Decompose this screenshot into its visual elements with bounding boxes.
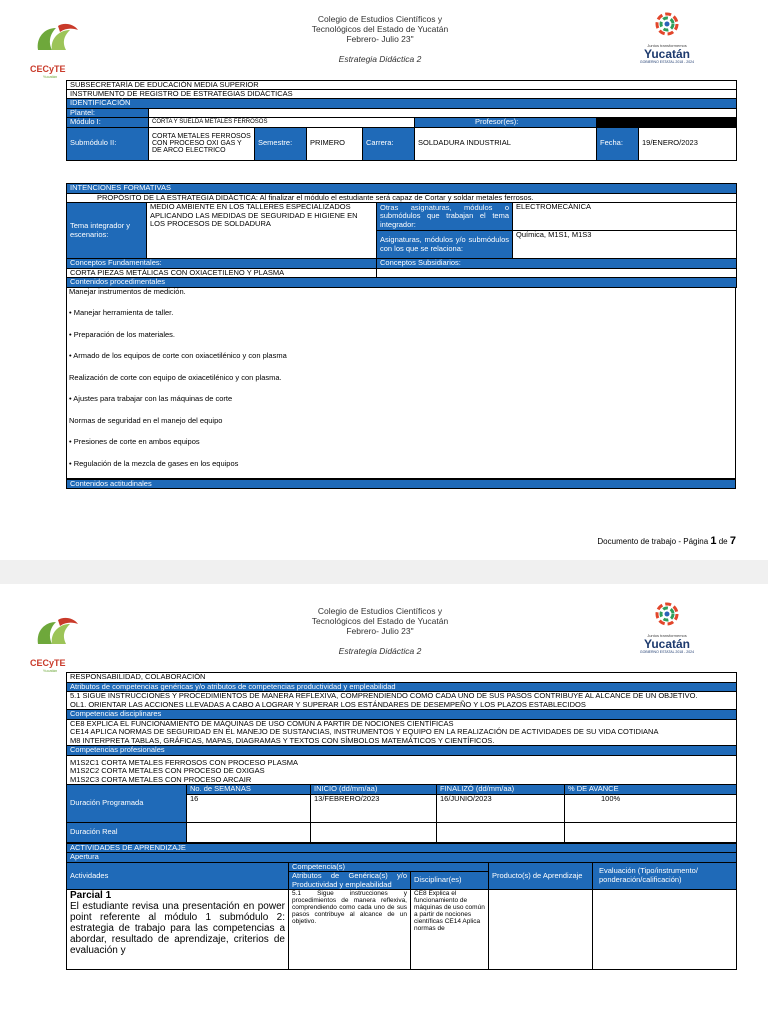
fecha-label: Fecha: <box>597 127 639 160</box>
intenciones-header: INTENCIONES FORMATIVAS <box>67 184 737 194</box>
page-header <box>200 606 560 656</box>
duracion-real-label: Duración Real <box>67 822 187 842</box>
cecyte-logo <box>30 614 86 673</box>
yucatan-logo <box>632 600 702 660</box>
col-evaluacion: Evaluación (Tipo/instrumento/ ponderación/calificación) <box>593 862 737 890</box>
disciplinar-1: CE8 EXPLICA EL FUNCIONAMIENTO DE MÁQUINAS DE USO COMÚN A PARTIR DE NOCIONES CIENTÍFICAS <box>67 719 737 728</box>
footer-de: de <box>718 537 728 546</box>
header-line-3: Febrero- Julio 23" <box>346 34 414 44</box>
atributo-2: OL1. ORIENTAR LAS ACCIONES LLEVADAS A CABO A LOGRAR Y SUPERAR LOS ESTÁNDARES DE DESEMPEÑO Y LOS PLAZOS ESTABLECIDOS <box>67 701 737 710</box>
modulo-label: Módulo I: <box>67 118 149 128</box>
finalizo-value: 16/JUNIO/2023 <box>437 794 565 822</box>
identification-section <box>66 80 736 161</box>
submodulo-value: CORTA METALES FERROSOS CON PROCESO OXI GAS Y DE ARCO ELECTRICO <box>149 127 255 160</box>
tema-label: Tema integrador y escenarios: <box>67 203 147 259</box>
conceptos-subsidiarios-label: Conceptos Subsidiarios: <box>377 259 737 269</box>
document-page-2 <box>0 584 768 1024</box>
cecyte-sub: Yucatán <box>42 74 58 79</box>
page-total: 7 <box>729 535 736 547</box>
page-gap <box>0 560 768 584</box>
yucatan-name: Yucatán <box>643 637 691 651</box>
profesor-label: Profesor(es): <box>415 118 597 128</box>
col-disciplinar: Disciplinar(es) <box>411 872 489 890</box>
responsabilidad-text: RESPONSABILIDAD, COLABORACIÓN <box>67 673 737 683</box>
competencias-section <box>66 672 736 970</box>
contenidos-actitudinales-header: Contenidos actitudinales <box>67 479 736 489</box>
header-line-1: Colegio de Estudios Científicos y <box>317 14 443 24</box>
list-item: • Manejar herramienta de taller. <box>69 308 174 317</box>
page-number: 1 <box>710 535 717 547</box>
disciplinar-3: M8 INTERPRETA TABLAS, GRÁFICAS, MAPAS, DIAGRAMAS Y TEXTOS CON SÍMBOLOS MATEMÁTICOS Y CIENTÍFICOS. <box>67 737 737 746</box>
semestre-label: Semestre: <box>255 127 307 160</box>
atributo-cell: 5.1 Sigue instrucciones y procedimientos de manera reflexiva, comprendiendo como cada uno de sus pasos contribuye al alcance de un objetivo. <box>289 890 411 970</box>
actividad-text: El estudiante revisa una presentación en power point referente al módulo 1 submódulo 2: estrategia de trabajo para las competencias a abordar, resultado de aprendizaje, criterios de evaluación y <box>70 901 285 956</box>
profesional-1: M1S2C1 CORTA METALES FERROSOS CON PROCESO PLASMA <box>67 755 737 767</box>
carrera-label: Carrera: <box>363 127 415 160</box>
footer-text: Documento de trabajo - Página <box>597 537 709 546</box>
list-item: • Presiones de corte en ambos equipos <box>69 437 200 446</box>
fecha-value: 19/ENERO/2023 <box>639 127 737 160</box>
yucatan-small: Juntos transformemos <box>647 43 687 48</box>
plantel-label: Plantel: <box>67 108 149 118</box>
duracion-real-cell <box>311 822 437 842</box>
semanas-label: No. de SEMANAS <box>187 785 311 795</box>
cecyte-label: CECyTE <box>30 64 66 74</box>
cecyte-label: CECyTE <box>30 658 66 668</box>
semanas-value: 16 <box>187 794 311 822</box>
avance-value: 100% <box>565 794 737 822</box>
actividad-cell <box>67 890 289 970</box>
otras-label: Otras asignaturas, módulos o submódulos que trabajan el tema integrador: <box>377 203 513 231</box>
cecyte-logo <box>30 20 86 79</box>
header-subtitle: Estrategia Didáctica 2 <box>338 646 422 656</box>
header-line-2: Tecnológicos del Estado de Yucatán <box>311 24 449 34</box>
producto-cell <box>489 890 593 970</box>
atributo-1: 5.1 SIGUE INSTRUCCIONES Y PROCEDIMIENTOS DE MANERA REFLEXIVA, COMPRENDIENDO COMO CADA UNO DE SUS PASOS CONTRIBUYE AL ALCANCE DE UN OBJETIVO. <box>67 692 737 701</box>
col-actividades: Actividades <box>67 862 289 890</box>
yucatan-name: Yucatán <box>643 47 691 61</box>
yucatan-emblem-icon <box>652 600 682 628</box>
disciplinar-cell: CE8 Explica el funcionamiento de máquinas de uso común a partir de nociones científicas CE14 Aplica normas de <box>411 890 489 970</box>
asignaturas-label: Asignaturas, módulos y/o submódulos con los que se relaciona: <box>377 231 513 259</box>
profesional-3: M1S2C3 CORTA METALES CON PROCESO ARCAIR <box>67 776 737 785</box>
evaluacion-cell <box>593 890 737 970</box>
header-line-2: Tecnológicos del Estado de Yucatán <box>311 616 449 626</box>
list-item: Manejar instrumentos de medición. <box>69 286 186 296</box>
page-header <box>200 14 560 64</box>
col-competencia: Competencia(s) <box>289 862 489 872</box>
conceptos-fundamentales-label: Conceptos Fundamentales: <box>67 259 377 269</box>
modulo-value: CORTA Y SUELDA METALES FERROSOS <box>149 118 415 128</box>
disciplinar-2: CE14 APLICA NORMAS DE SEGURIDAD EN EL MANEJO DE SUSTANCIAS, INSTRUMENTOS Y EQUIPO EN LA REALIZACIÓN DE ACTIVIDADES DE SU VIDA COTIDIANA <box>67 728 737 737</box>
header-line-3: Febrero- Julio 23" <box>346 626 414 636</box>
profesor-value <box>597 118 737 128</box>
list-item: • Armado de los equipos de corte con oxiacetilénico y con plasma <box>69 351 287 360</box>
list-item: • Regulación de la mezcla de gases en los equipos <box>69 458 239 468</box>
subsecretaria-title: SUBSECRETARÍA DE EDUCACIÓN MEDIA SUPERIOR <box>67 81 737 90</box>
disciplinares-header: Competencias disciplinares <box>67 710 737 720</box>
instrumento-title: INSTRUMENTO DE REGISTRO DE ESTRATEGIAS DIDÁCTICAS <box>67 90 737 99</box>
yucatan-emblem-icon <box>652 10 682 38</box>
otras-value: ELECTROMECÁNICA <box>513 203 737 231</box>
yucatan-tiny: GOBIERNO ESTATAL 2018 - 2024 <box>639 650 695 654</box>
yucatan-logo <box>632 10 702 70</box>
profesionales-header: Competencias profesionales <box>67 746 737 756</box>
finalizo-label: FINALIZÓ (dd/mm/aa) <box>437 785 565 795</box>
plantel-value <box>149 108 737 118</box>
profesional-2: M1S2C2 CORTA METALES CON PROCESO DE OXIGAS <box>67 767 737 776</box>
asignaturas-value: Química, M1S1, M1S3 <box>513 231 737 259</box>
carrera-value: SOLDADURA INDUSTRIAL <box>415 127 597 160</box>
yucatan-small: Juntos transformemos <box>647 633 687 638</box>
intenciones-section <box>66 183 736 489</box>
parcial-title: Parcial 1 <box>70 890 112 901</box>
submodulo-label: Submódulo II: <box>67 127 149 160</box>
actividades-aprendizaje-header: ACTIVIDADES DE APRENDIZAJE <box>67 843 737 853</box>
col-producto: Producto(s) de Aprendizaje <box>489 862 593 890</box>
identificacion-header: IDENTIFICACIÓN <box>67 99 737 109</box>
inicio-label: INICIO (dd/mm/aa) <box>311 785 437 795</box>
page-footer <box>597 535 736 547</box>
header-subtitle: Estrategia Didáctica 2 <box>338 54 422 64</box>
duracion-programada-label: Duración Programada <box>67 785 187 823</box>
proposito-text: PROPÓSITO DE LA ESTRATEGIA DIDÁCTICA: Al finalizar el módulo el estudiante será capaz de Cortar y soldar metales ferrosos. <box>67 193 737 203</box>
duracion-real-cell <box>187 822 311 842</box>
atributos-header: Atributos de competencias genéricas y/o atributos de competencias productividad y empleabilidad <box>67 682 737 692</box>
apertura-header: Apertura <box>67 853 737 863</box>
list-item: • Ajustes para trabajar con las máquinas de corte <box>69 394 233 403</box>
col-atributos: Atributos de Genérica(s) y/o Productividad y empleabilidad <box>289 872 411 890</box>
yucatan-tiny: GOBIERNO ESTATAL 2018 - 2024 <box>639 60 695 64</box>
list-item: Normas de seguridad en el manejo del equipo <box>69 415 223 425</box>
inicio-value: 13/FEBRERO/2023 <box>311 794 437 822</box>
duracion-real-cell <box>565 822 737 842</box>
avance-label: % DE AVANCE <box>565 785 737 795</box>
conceptos-fundamentales-value: CORTA PIEZAS METÁLICAS CON OXIACETILENO Y PLASMA <box>67 268 377 278</box>
contenidos-procedimentales-header: Contenidos procedimentales <box>67 278 737 288</box>
semestre-value: PRIMERO <box>307 127 363 160</box>
tema-value: MEDIO AMBIENTE EN LOS TALLERES ESPECIALIZADOS APLICANDO LAS MEDIDAS DE SEGURIDAD E HIGIENE EN LOS PROCESOS DE SOLDADURA <box>147 203 377 259</box>
contenidos-list <box>66 288 736 479</box>
list-item: Realización de corte con equipo de oxiacetilénico y con plasma. <box>69 372 282 382</box>
list-item: • Preparación de los materiales. <box>69 329 176 339</box>
duracion-real-cell <box>437 822 565 842</box>
conceptos-subsidiarios-value <box>377 268 737 278</box>
cecyte-sub: Yucatán <box>42 668 58 673</box>
header-line-1: Colegio de Estudios Científicos y <box>317 606 443 616</box>
